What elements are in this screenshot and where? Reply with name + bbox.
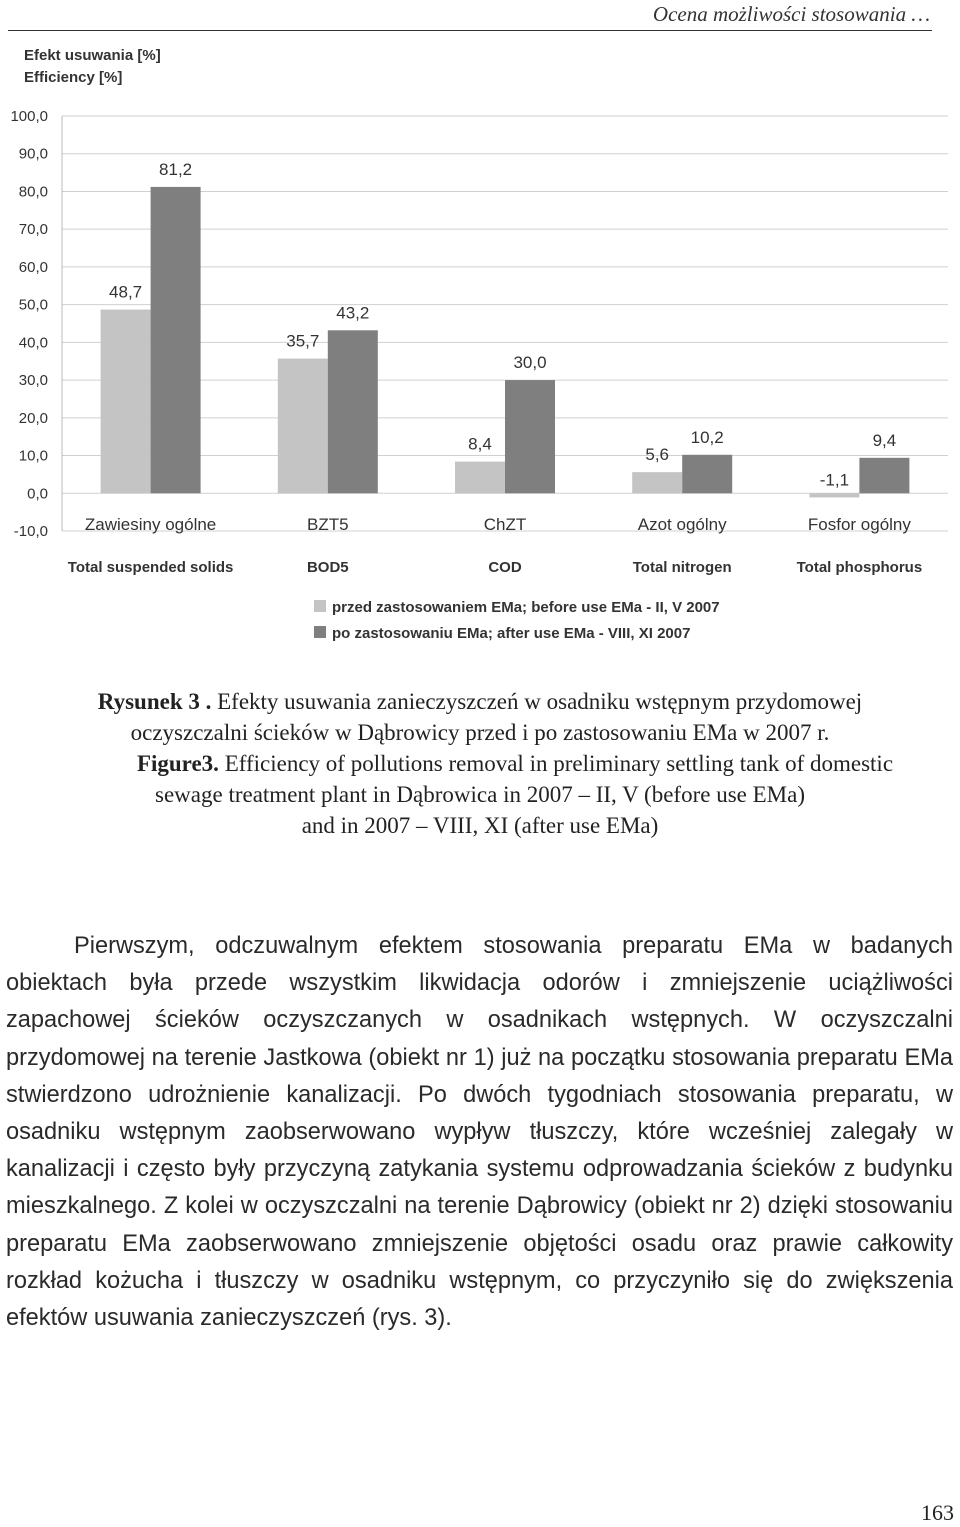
caption-pl-line2: oczyszczalni ścieków w Dąbrowicy przed i po zastosowaniu EMa w 2007 r. [130,720,830,745]
x-category-label-en: Total suspended solids [67,559,234,576]
bar-series-2 [328,330,378,493]
y-tick-label: 80,0 [18,183,48,201]
y-tick-label: 30,0 [18,372,48,390]
bar-series-2 [505,380,555,493]
x-category-label: BZT5 [307,515,349,534]
legend-swatch [314,626,326,638]
data-label: 35,7 [286,331,320,351]
x-category-label: Zawiesiny ogólne [84,515,217,534]
legend-label: przed zastosowaniem EMa; before use EMa - II, V 2007 [332,599,720,616]
x-category-label-en: BOD5 [306,559,349,576]
data-label: 5,6 [645,445,670,465]
legend-swatch [314,600,326,612]
bar-chart [0,36,960,661]
y-tick-label: 40,0 [18,334,48,352]
data-label: 8,4 [468,434,492,454]
y-tick-label: 90,0 [18,145,48,163]
y-tick-label: 0,0 [27,485,48,503]
x-category-label-en: COD [488,559,522,576]
y-tick-label: 20,0 [18,409,48,427]
x-category-label: ChZT [483,515,527,534]
data-label: 43,2 [336,303,370,323]
header-rule [8,30,932,31]
y-axis-title: Efficiency [%] [24,69,123,86]
data-label: 48,7 [109,282,143,302]
caption-english [0,748,960,841]
bar-series-2 [151,187,201,493]
data-label: 9,4 [872,430,897,450]
x-category-label-en: Total phosphorus [796,559,923,576]
y-tick-label: 60,0 [18,258,48,276]
data-label: -1,1 [819,470,850,490]
data-label: 30,0 [513,353,547,373]
data-label: 81,2 [159,159,193,179]
body-paragraph: Pierwszym, odczuwalnym efektem stosowania preparatu EMa w badanych obiektach była przede wszystkim likwidacja odorów i zmniejszenie uciążliwości zapachowej ścieków oczyszczanych w osadnikach wstępnych. W oczyszczalni przydomowej na terenie Jastkowa (obiekt nr 1) już na początku stosowania preparatu EMa stwierdzono udrożnienie kanalizacji. Po dwóch tygodniach stosowania preparatu, w osadniku wstępnym zaobserwowano wypływ tłuszczy, które wcześniej zalegały w kanalizacji i często były przyczyną zatykania systemu odprowadzania ścieków z budynku mieszkalnego. Z kolei w oczyszczalni na terenie Dąbrowicy (obiekt nr 2) dzięki stosowaniu preparatu EMa zaobserwowano zmniejszenie objętości osadu oraz prawie całkowity rozkład kożucha i tłuszczy w osadniku wstępnym, co przyczyniło się do zwiększenia efektów usuwania zanieczyszczeń (rys. 3). [6,933,953,1332]
bar-series-2 [859,458,909,493]
y-tick-label: 50,0 [18,296,48,314]
caption-polish [0,686,960,748]
caption-en-line1: Efficiency of pollutions removal in preliminary settling tank of domestic [224,751,894,776]
legend-label: po zastosowaniu EMa; after use EMa - VIII, XI 2007 [332,625,691,642]
caption-pl-line1: Efekty usuwania zanieczyszczeń w osadniku wstępnym przydomowej [217,689,863,714]
caption-en-line2: sewage treatment plant in Dąbrowica in 2007 – II, V (before use EMa) [155,782,805,807]
caption-en-label: Figure3. [136,751,219,776]
y-tick-label: 10,0 [18,447,48,465]
x-category-label-en: Total nitrogen [632,559,732,576]
x-category-label: Azot ogólny [637,515,727,534]
y-axis-title: Efekt usuwania [%] [24,47,161,64]
bar-series-2 [682,455,732,493]
bar-series-1 [455,462,505,494]
bar-series-1 [809,493,859,497]
body-paragraph-container [6,928,953,1337]
y-tick-label: 70,0 [18,221,48,239]
bar-series-1 [101,310,151,494]
page-number: 163 [921,1500,954,1525]
bar-series-1 [632,472,682,493]
y-tick-label: 100,0 [10,108,48,125]
caption-en-line3: and in 2007 – VIII, XI (after use EMa) [301,813,659,838]
running-head: Ocena możliwości stosowania … [652,2,930,26]
x-category-label: Fosfor ogólny [807,515,911,534]
y-tick-label: -10,0 [13,523,48,540]
data-label: 10,2 [690,427,724,447]
caption-pl-label: Rysunek 3 . [97,689,212,714]
bar-series-1 [278,359,328,494]
